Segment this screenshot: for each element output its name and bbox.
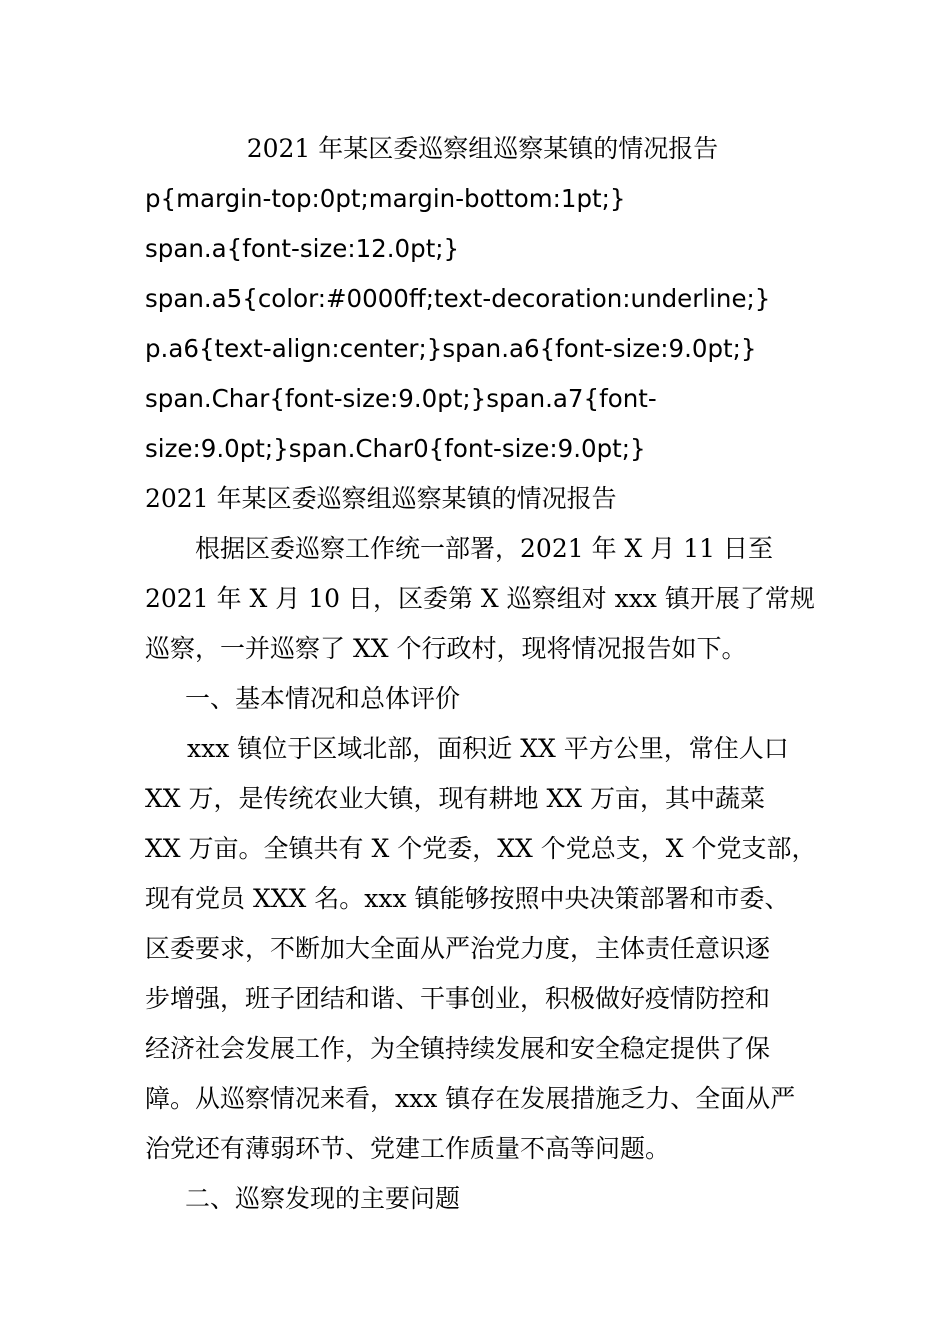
css-residue-line: span.a{font-size:12.0pt;}: [145, 234, 460, 263]
paragraph-line: XX 万亩。全镇共有 X 个党委，XX 个党总支，X 个党支部，: [145, 834, 817, 863]
paragraph-line: xxx 镇位于区域北部，面积近 XX 平方公里，常住人口: [187, 734, 789, 763]
paragraph-line: 区委要求，不断加大全面从严治党力度，主体责任意识逐: [145, 934, 771, 963]
paragraph-line: 治党还有薄弱环节、党建工作质量不高等问题。: [145, 1134, 671, 1163]
section-heading: 一、基本情况和总体评价: [185, 684, 461, 713]
document-title: 2021 年某区委巡察组巡察某镇的情况报告: [246, 134, 719, 163]
css-residue-line: span.a5{color:#0000ff;text-decoration:underline;}: [145, 284, 771, 313]
paragraph-line: 巡察，一并巡察了 XX 个行政村，现将情况报告如下。: [145, 634, 747, 663]
css-residue-line: p.a6{text-align:center;}span.a6{font-size:9.0pt;}: [145, 334, 757, 363]
paragraph-line: 步增强，班子团结和谐、干事创业，积极做好疫情防控和: [145, 984, 771, 1013]
paragraph-line: 现有党员 XXX 名。xxx 镇能够按照中央决策部署和市委、: [145, 884, 790, 913]
paragraph-line: 经济社会发展工作，为全镇持续发展和安全稳定提供了保: [145, 1034, 771, 1063]
paragraph-line: XX 万，是传统农业大镇，现有耕地 XX 万亩，其中蔬菜: [145, 784, 766, 813]
css-residue-line: p{margin-top:0pt;margin-bottom:1pt;}: [145, 184, 626, 213]
intro-paragraph: [145, 524, 820, 674]
document-body: [145, 124, 820, 1224]
paragraph-line: 根据区委巡察工作统一部署，2021 年 X 月 11 日至: [195, 534, 773, 563]
paragraph-line: 2021 年 X 月 10 日，区委第 X 巡察组对 xxx 镇开展了常规: [145, 584, 815, 613]
paragraph-line: 障。从巡察情况来看，xxx 镇存在发展措施乏力、全面从严: [145, 1084, 796, 1113]
css-residue-line: span.Char{font-size:9.0pt;}span.a7{font-: [145, 384, 657, 413]
css-residue-line: size:9.0pt;}span.Char0{font-size:9.0pt;}: [145, 434, 646, 463]
document-subtitle: 2021 年某区委巡察组巡察某镇的情况报告: [145, 484, 617, 513]
section1-paragraph: [145, 724, 820, 1174]
section-heading: 二、巡察发现的主要问题: [185, 1184, 461, 1213]
